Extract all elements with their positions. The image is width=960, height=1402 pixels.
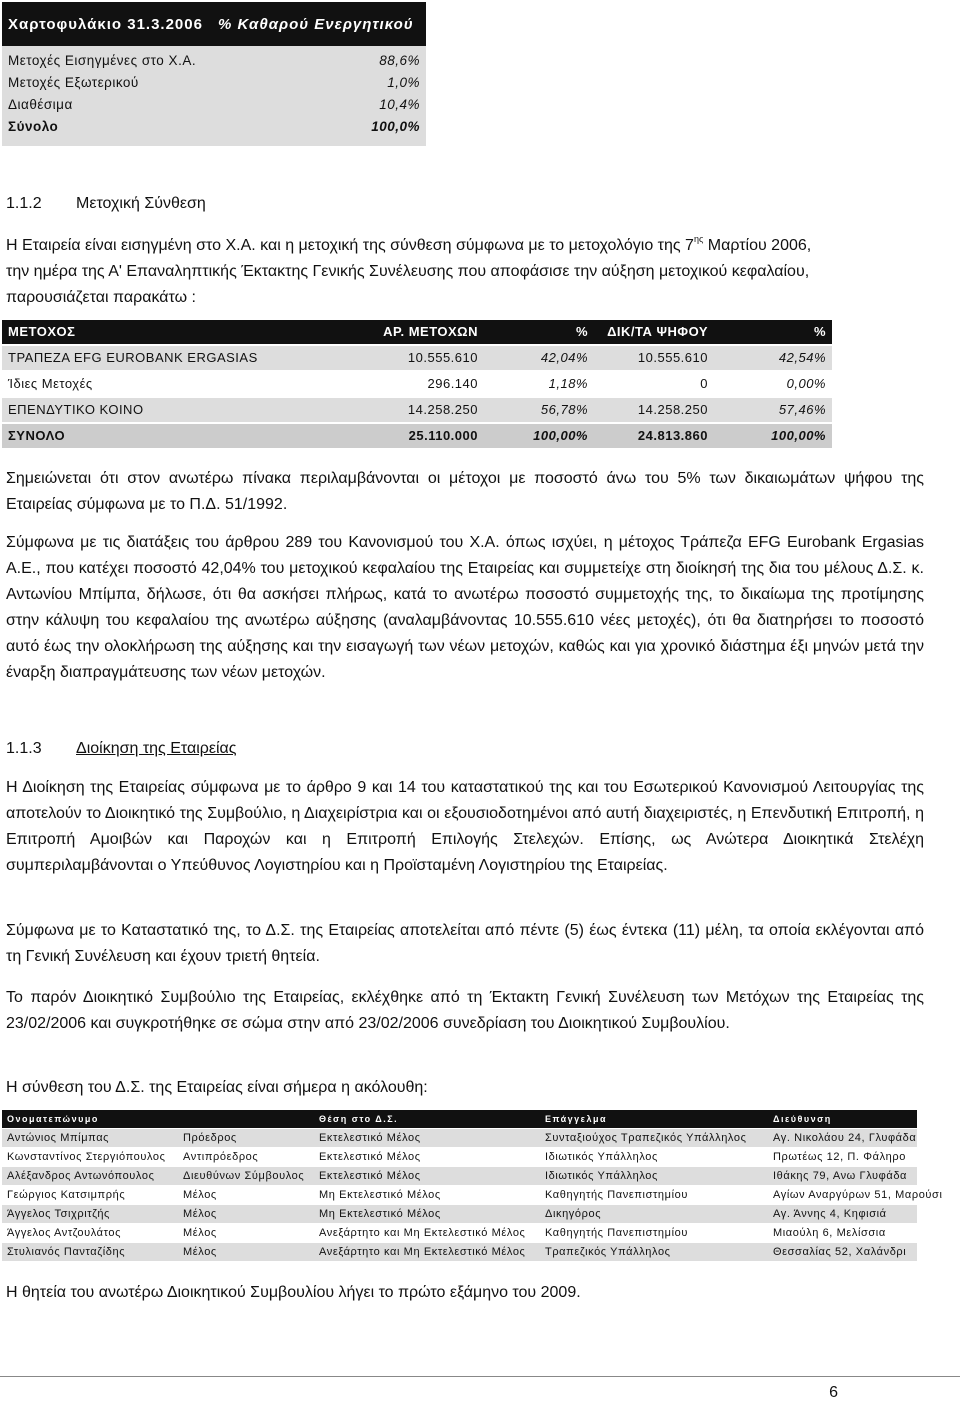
board-address: Πρωτέως 12, Π. Φάληρο [773,1151,906,1163]
cell-shares: 14.258.250 [407,402,478,417]
board-profession: Καθηγητής Πανεπιστημίου [545,1189,688,1201]
board-name: Στυλιανός Πανταζίδης [7,1246,126,1258]
board-role: Πρόεδρος [183,1132,237,1144]
board-type: Εκτελεστικό Μέλος [319,1151,421,1163]
shareholders-total-row [2,424,832,450]
portfolio-row [2,50,426,72]
table-row [2,1167,917,1186]
portfolio-row-value: 10,4% [379,97,420,112]
table-row [2,372,832,398]
board-address: Ιθάκης 79, Ανω Γλυφάδα [773,1170,908,1182]
section-112-title: Μετοχική Σύνθεση [76,195,206,212]
portfolio-row-label: Μετοχές Εξωτερικού [8,75,139,90]
board-role: Μέλος [183,1246,217,1258]
cell-votes: 10.555.610 [637,350,708,365]
board-profession: Καθηγητής Πανεπιστημίου [545,1227,688,1239]
board-table [2,1110,943,1262]
portfolio-box [2,2,426,146]
board-type: Μη Εκτελεστικό Μέλος [319,1208,441,1220]
section-112-number: 1.1.2 [6,195,42,212]
intro-line1-pre: Η Εταιρεία είναι εισηγμένη στο Χ.Α. και η μετοχική της σύνθεση σύμφωνα με το μετοχολόγιο της 7 [6,237,694,254]
cell-votes: 0 [700,376,708,391]
table-row [2,1243,917,1262]
total-shares: 25.110.000 [408,428,478,443]
board-profession: Ιδιωτικός Υπάλληλος [545,1170,658,1182]
table-row [2,1148,917,1167]
board-role: Μέλος [183,1227,217,1239]
portfolio-total-value: 100,0% [371,119,420,134]
board-type: Εκτελεστικό Μέλος [319,1132,421,1144]
intro-sup: ης [693,234,704,244]
board-name: Γεώργιος Κατσιμπρής [7,1189,126,1201]
portfolio-row [2,94,426,116]
paragraph-management: Η Διοίκηση της Εταιρείας σύμφωνα με το άρθρο 9 και 14 του καταστατικού της και του Εσωτερικού Κανονισμού Λειτουργίας της αποτελούν το Διοικητικό της Συμβούλιο, η Διαχειρίστρια και οι εξουσιοδοτημένοι από αυτή διαχειριστές, η Επενδυτική Επιτροπή, η Επιτροπή Αμοιβών και Παροχών και η Επιτροπή Επιλογής Στελεχών. Επίσης, ως Ανώτερα Διοικητικά Στελέχη συμπεριλαμβάνονται ο Υπεύθυνος Λογιστηρίου και η Προϊσταμένη Λογιστηρίου της Εταιρείας. [6,779,924,874]
header-profession: Επάγγελμα [545,1114,608,1124]
board-profession: Ιδιωτικός Υπάλληλος [545,1151,658,1163]
total-votes-pct: 100,00% [771,428,826,443]
portfolio-subtitle: % Καθαρού Ενεργητικού [218,15,414,33]
table-row [2,1224,917,1243]
total-votes: 24.813.860 [637,428,708,443]
section-113-heading [6,740,237,758]
board-name: Αλέξανδρος Αντωνόπουλος [7,1170,155,1182]
section-113-number: 1.1.3 [6,740,42,757]
cell-votes: 14.258.250 [637,402,708,417]
portfolio-row-value: 1,0% [387,75,420,90]
paragraph-eurobank: Σύμφωνα με τις διατάξεις του άρθρου 289 του Κανονισμού του Χ.Α. όπως ισχύει, η μέτοχος Τράπεζα EFG Eurobank Ergasias A.E., που κατέχει ποσοστό 42,04% του μετοχικού κεφαλαίου της Εταιρείας και συμμετείχε στη διοίκησή της δια του μέλους Δ.Σ. κ. Αντωνίου Μπίμπα, δήλωσε, ότι θα ασκήσει πλήρως, κατά το ανωτέρω ποσοστό συμμετοχής της, το δικαίωμα της προτίμησης στην κάλυψη του κεφαλαίου της ανωτέρω αύξησης (αναλαμβάνοντας 10.555.610 νέες μετοχές), ότι θα διατηρήσει το ποσοστό αυτό έως την ολοκλήρωση της αύξησης και την εισαγωγή των νέων μετοχών, καθώς και για χρονικό διάστημα έξι μηνών μετά την έναρξη διαπραγμάτευσης των νέων μετοχών. [6,534,924,681]
cell-shares-pct: 1,18% [548,376,588,391]
paragraph-board-election: Το παρόν Διοικητικό Συμβούλιο της Εταιρείας, εκλέχθηκε από τη Έκτακτη Γενική Συνέλευση των Μετόχων της Εταιρείας της 23/02/2006 και συγκροτήθηκε σε σώμα στην από 23/02/2006 συνεδρίαση του Διοικητικού Συμβουλίου. [6,989,924,1032]
header-shares-pct: % [575,324,588,339]
portfolio-header [2,2,426,46]
board-role: Μέλος [183,1208,217,1220]
portfolio-body [2,46,426,146]
board-name: Αντώνιος Μπίμπας [7,1132,110,1144]
header-position: Θέση στο Δ.Σ. [319,1114,399,1124]
board-profession: Συνταξιούχος Τραπεζικός Υπάλληλος [545,1132,747,1144]
table-row [2,398,832,424]
intro-line1-post: Μαρτίου 2006, [703,237,812,254]
cell-votes-pct: 57,46% [778,402,826,417]
paragraph-board-size: Σύμφωνα με το Καταστατικό της, το Δ.Σ. της Εταιρείας αποτελείται από πέντε (5) έως έντεκα (11) μέλη, τα οποία εκλέγονται από τη Γενική Συνέλευση και έχουν τριετή θητεία. [6,922,924,965]
cell-votes-pct: 42,54% [778,350,826,365]
board-name: Άγγελος Αντζουλάτος [7,1227,122,1239]
portfolio-total-row [2,116,426,138]
section-112-heading [6,195,206,213]
board-type: Μη Εκτελεστικό Μέλος [319,1189,441,1201]
header-votes: ΔΙΚ/ΤΑ ΨΗΦΟΥ [607,324,708,339]
board-role: Αντιπρόεδρος [183,1151,259,1163]
board-address: Μιαούλη 6, Μελίσσια [773,1227,886,1239]
board-role: Διευθύνων Σύμβουλος [183,1170,305,1182]
shareholders-header-row [2,320,832,346]
board-profession: Δικηγόρος [545,1208,602,1220]
board-address: Θεσσαλίας 52, Χαλάνδρι [773,1246,907,1258]
portfolio-row-value: 88,6% [379,53,420,68]
portfolio-title: Χαρτοφυλάκιο 31.3.2006 [8,15,203,33]
cell-name: ΤΡΑΠΕΖΑ EFG EUROBANK ERGASIAS [8,350,258,365]
portfolio-row [2,72,426,94]
board-type: Ανεξάρτητο και Μη Εκτελεστικό Μέλος [319,1246,526,1258]
portfolio-row-label: Μετοχές Εισηγμένες στο Χ.Α. [8,53,197,68]
page-number: 6 [829,1384,838,1401]
board-type: Ανεξάρτητο και Μη Εκτελεστικό Μέλος [319,1227,526,1239]
cell-votes-pct: 0,00% [786,376,826,391]
paragraph-board-intro: Η σύνθεση του Δ.Σ. της Εταιρείας είναι σήμερα η ακόλουθη: [6,1079,428,1096]
table-row [2,1205,917,1224]
header-name: Ονοματεπώνυμο [7,1114,99,1124]
shareholders-table [2,320,832,450]
board-address: Αγίων Αναργύρων 51, Μαρούσι [773,1189,943,1201]
cell-shares: 10.555.610 [407,350,478,365]
header-shareholder: ΜΕΤΟΧΟΣ [8,324,76,339]
paragraph-voting-note: Σημειώνεται ότι στον ανωτέρω πίνακα περιλαμβάνονται οι μέτοχοι με ποσοστό άνω του 5% των δικαιωμάτων ψήφου της Εταιρείας σύμφωνα με το Π.Δ. 51/1992. [6,470,924,513]
total-shares-pct: 100,00% [533,428,588,443]
board-profession: Τραπεζικός Υπάλληλος [545,1246,671,1258]
header-empty [183,1110,319,1128]
intro-line2: την ημέρα της Α' Επαναληπτικής Έκτακτης Γενικής Συνέλευσης που αποφάσισε την αύξηση μετοχικού κεφαλαίου, [6,263,810,280]
total-label: ΣΥΝΟΛΟ [8,428,66,443]
cell-shares-pct: 42,04% [540,350,588,365]
cell-name: ΕΠΕΝΔΥΤΙΚΟ ΚΟΙΝΟ [8,402,144,417]
portfolio-row-label: Διαθέσιμα [8,97,73,112]
board-address: Αγ. Άννης 4, Κηφισιά [773,1208,887,1220]
portfolio-total-label: Σύνολο [8,119,59,134]
table-row [2,346,832,372]
board-name: Άγγελος Τσιχριτζής [7,1208,110,1220]
board-role: Μέλος [183,1189,217,1201]
board-name: Κωνσταντίνος Στεργιόπουλος [7,1151,166,1163]
cell-shares: 296.140 [427,376,478,391]
header-votes-pct: % [813,324,826,339]
footer-divider [0,1376,960,1377]
board-type: Εκτελεστικό Μέλος [319,1170,421,1182]
cell-shares-pct: 56,78% [540,402,588,417]
section-112-intro [6,233,946,311]
header-address: Διεύθυνση [773,1114,832,1124]
table-row [2,1129,917,1148]
table-row [2,1186,943,1205]
board-header-row [2,1110,917,1129]
cell-name: Ίδιες Μετοχές [8,376,93,391]
intro-line3: παρουσιάζεται παρακάτω : [6,289,196,306]
section-113-title: Διοίκηση της Εταιρείας [76,740,237,757]
board-address: Αγ. Νικολάου 24, Γλυφάδα [773,1132,917,1144]
paragraph-board-term: Η θητεία του ανωτέρω Διοικητικού Συμβουλίου λήγει το πρώτο εξάμηνο του 2009. [6,1284,581,1301]
header-shares: ΑΡ. ΜΕΤΟΧΩΝ [383,324,478,339]
